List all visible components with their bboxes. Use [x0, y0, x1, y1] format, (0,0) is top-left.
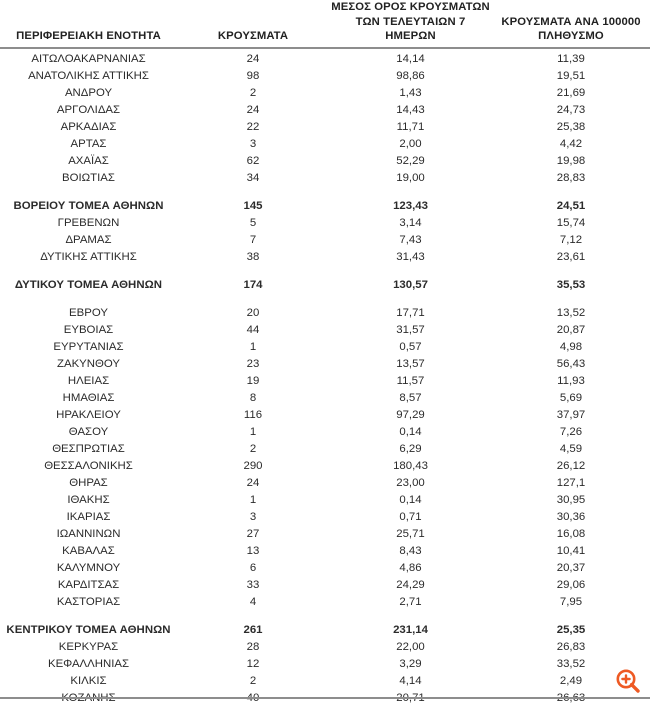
- cell-cases: 261: [243, 623, 263, 636]
- cell-cases-per-100000: 29,06: [556, 578, 586, 591]
- table-row: [0, 673, 650, 690]
- table-row: [0, 153, 650, 170]
- cell-cases-per-100000: 19,51: [556, 69, 586, 82]
- cell-avg-last-7-days: 3,29: [399, 657, 422, 670]
- cell-cases-per-100000: 11,39: [557, 52, 585, 65]
- table-row: [0, 277, 650, 294]
- table-row: [0, 232, 650, 249]
- cell-avg-last-7-days: 14,14: [396, 52, 425, 65]
- cell-cases: 174: [243, 278, 263, 291]
- column-header-region-line1: ΠΕΡΙΦΕΡΕΙΑΚΗ ΕΝΟΤΗΤΑ: [16, 30, 161, 42]
- cell-cases: 116: [243, 408, 263, 421]
- cell-region-name: ΑΝΑΤΟΛΙΚΗΣ ΑΤΤΙΚΗΣ: [28, 69, 149, 82]
- cell-avg-last-7-days: 31,57: [396, 323, 425, 336]
- cell-region-name: ΙΘΑΚΗΣ: [67, 493, 110, 506]
- table-row: [0, 215, 650, 232]
- spacer-cell: [0, 611, 650, 622]
- cell-avg-last-7-days: 4,14: [399, 674, 422, 687]
- cell-avg-last-7-days: 0,14: [399, 493, 422, 506]
- cell-cases: 290: [243, 459, 263, 472]
- table-row: [0, 119, 650, 136]
- column-header-cases: [177, 0, 329, 48]
- table-header: [0, 0, 650, 48]
- cell-region-name: ΚΙΛΚΙΣ: [70, 674, 107, 687]
- cell-cases-per-100000: 24,51: [556, 199, 586, 212]
- cell-cases-per-100000: 56,43: [556, 357, 586, 370]
- cell-cases-per-100000: 2,49: [559, 674, 583, 687]
- cell-cases: 1: [249, 340, 257, 353]
- table-row: [0, 390, 650, 407]
- cell-cases: 1: [249, 493, 257, 506]
- cell-cases: 13: [246, 544, 260, 557]
- cell-cases-per-100000: 15,74: [556, 216, 586, 229]
- cell-cases: 27: [246, 527, 260, 540]
- cell-cases-per-100000: 5,69: [559, 391, 583, 404]
- table-row: [0, 249, 650, 266]
- cell-region-name: ΘΗΡΑΣ: [69, 476, 108, 489]
- cell-avg-last-7-days: 13,57: [396, 357, 425, 370]
- column-header-avg7-line3: ΗΜΕΡΩΝ: [385, 30, 436, 42]
- cell-avg-last-7-days: 2,00: [399, 137, 422, 150]
- cell-cases-per-100000: 4,42: [559, 137, 583, 150]
- cell-cases: 19: [246, 374, 260, 387]
- cell-region-name: ΑΡΓΟΛΙΔΑΣ: [56, 103, 121, 116]
- cell-cases-per-100000: 20,87: [556, 323, 586, 336]
- cell-region-name: ΔΡΑΜΑΣ: [65, 233, 112, 246]
- cell-cases-per-100000: 7,26: [559, 425, 583, 438]
- cell-cases-per-100000: 37,97: [556, 408, 586, 421]
- cell-cases: 28: [246, 640, 260, 653]
- cell-region-name: ΚΑΒΑΛΑΣ: [62, 544, 115, 557]
- table-row: [0, 198, 650, 215]
- cell-avg-last-7-days: 1,43: [399, 86, 422, 99]
- cell-region-name: ΔΥΤΙΚΟΥ ΤΟΜΕΑ ΑΘΗΝΩΝ: [14, 278, 163, 291]
- cell-cases-per-100000: 19,98: [556, 154, 586, 167]
- cell-cases-per-100000: 4,98: [559, 340, 583, 353]
- cell-cases: 2: [249, 674, 257, 687]
- column-header-avg7: [329, 0, 492, 48]
- cell-avg-last-7-days: 31,43: [396, 250, 425, 263]
- cell-cases: 2: [249, 442, 257, 455]
- cell-avg-last-7-days: 14,43: [396, 103, 425, 116]
- cell-avg-last-7-days: 2,71: [399, 595, 422, 608]
- cell-region-name: ΒΟΡΕΙΟΥ ΤΟΜΕΑ ΑΘΗΝΩΝ: [13, 199, 164, 212]
- cell-cases: 1: [249, 425, 257, 438]
- cell-cases: 38: [246, 250, 260, 263]
- cell-region-name: ΘΕΣΣΑΛΟΝΙΚΗΣ: [44, 459, 133, 472]
- table-row: [0, 85, 650, 102]
- table-row: [0, 577, 650, 594]
- table-row: [0, 136, 650, 153]
- cell-cases-per-100000: 4,59: [559, 442, 583, 455]
- cell-region-name: ΒΟΙΩΤΙΑΣ: [62, 171, 115, 184]
- table-row: [0, 339, 650, 356]
- table-row: [0, 622, 650, 639]
- cell-cases-per-100000: 16,08: [556, 527, 586, 540]
- cell-avg-last-7-days: 22,00: [396, 640, 425, 653]
- table-row: [0, 543, 650, 560]
- cell-cases-per-100000: 20,37: [556, 561, 586, 574]
- cell-avg-last-7-days: 11,71: [396, 120, 425, 133]
- cell-avg-last-7-days: 6,29: [399, 442, 422, 455]
- cell-region-name: ΚΑΡΔΙΤΣΑΣ: [57, 578, 120, 591]
- table-row: [0, 407, 650, 424]
- table-row: [0, 458, 650, 475]
- table-row: [0, 594, 650, 611]
- table-row: [0, 475, 650, 492]
- cell-cases: 5: [249, 216, 257, 229]
- cell-cases-per-100000: 23,61: [556, 250, 586, 263]
- cell-region-name: ΕΥΒΟΙΑΣ: [63, 323, 114, 336]
- table-bottom-rule: [0, 697, 650, 699]
- table-row: [0, 424, 650, 441]
- cell-cases-per-100000: 21,69: [556, 86, 586, 99]
- cell-avg-last-7-days: 97,29: [396, 408, 425, 421]
- cell-region-name: ΗΛΕΙΑΣ: [67, 374, 110, 387]
- table-spacer-row: [0, 611, 650, 622]
- cell-region-name: ΕΥΡΥΤΑΝΙΑΣ: [53, 340, 124, 353]
- cell-region-name: ΘΕΣΠΡΩΤΙΑΣ: [52, 442, 125, 455]
- cell-region-name: ΓΡΕΒΕΝΩΝ: [57, 216, 120, 229]
- cell-cases-per-100000: 10,41: [556, 544, 586, 557]
- cell-avg-last-7-days: 0,14: [399, 425, 422, 438]
- column-header-per100k-line1: ΚΡΟΥΣΜΑΤΑ ΑΝΑ 100000: [501, 15, 641, 28]
- cell-cases: 22: [246, 120, 260, 133]
- cell-cases: 2: [249, 86, 257, 99]
- cell-cases: 8: [249, 391, 257, 404]
- cell-avg-last-7-days: 52,29: [396, 154, 425, 167]
- table-spacer-row: [0, 187, 650, 198]
- cell-cases: 33: [246, 578, 260, 591]
- table-row: [0, 492, 650, 509]
- column-header-avg7-line2: ΤΩΝ ΤΕΛΕΥΤΑΙΩΝ 7: [355, 15, 466, 28]
- table-row: [0, 322, 650, 339]
- cell-avg-last-7-days: 17,71: [396, 306, 425, 319]
- cell-cases: 98: [246, 69, 260, 82]
- column-header-region: [0, 0, 177, 48]
- cell-cases: 24: [246, 103, 260, 116]
- cell-region-name: ΑΧΑΪΑΣ: [68, 154, 109, 167]
- cell-cases-per-100000: 7,95: [559, 595, 583, 608]
- table-row: [0, 639, 650, 656]
- cell-region-name: ΖΑΚΥΝΘΟΥ: [57, 357, 120, 370]
- cell-cases-per-100000: 30,36: [556, 510, 586, 523]
- cell-cases: 3: [249, 510, 257, 523]
- cell-cases: 23: [246, 357, 260, 370]
- cell-cases: 12: [246, 657, 260, 670]
- cell-cases: 145: [243, 199, 263, 212]
- table-row: [0, 68, 650, 85]
- table-row: [0, 373, 650, 390]
- table-row: [0, 656, 650, 673]
- cell-region-name: ΗΜΑΘΙΑΣ: [62, 391, 115, 404]
- cell-cases-per-100000: 7,12: [559, 233, 583, 246]
- cell-region-name: ΚΑΣΤΟΡΙΑΣ: [56, 595, 121, 608]
- cell-region-name: ΙΩΑΝΝΙΝΩΝ: [56, 527, 121, 540]
- table-spacer-row: [0, 266, 650, 277]
- cell-cases: 20: [246, 306, 260, 319]
- column-header-per100k-line2: ΠΛΗΘΥΣΜΟ: [538, 30, 604, 42]
- cell-cases-per-100000: 26,83: [556, 640, 586, 653]
- table-row: [0, 526, 650, 543]
- cell-region-name: ΑΝΔΡΟΥ: [64, 86, 113, 99]
- cell-region-name: ΙΚΑΡΙΑΣ: [66, 510, 111, 523]
- cell-cases-per-100000: 24,73: [556, 103, 586, 116]
- cell-region-name: ΚΕΦΑΛΛΗΝΙΑΣ: [47, 657, 130, 670]
- cell-region-name: ΘΑΣΟΥ: [68, 425, 109, 438]
- cell-avg-last-7-days: 3,14: [399, 216, 422, 229]
- cell-avg-last-7-days: 25,71: [396, 527, 425, 540]
- cell-avg-last-7-days: 123,43: [393, 199, 428, 212]
- cell-region-name: ΚΕΝΤΡΙΚΟΥ ΤΟΜΕΑ ΑΘΗΝΩΝ: [6, 623, 171, 636]
- cell-avg-last-7-days: 23,00: [396, 476, 425, 489]
- cell-region-name: ΚΑΛΥΜΝΟΥ: [56, 561, 121, 574]
- cell-cases: 34: [246, 171, 260, 184]
- cell-avg-last-7-days: 19,00: [396, 171, 425, 184]
- cell-cases: 3: [249, 137, 257, 150]
- cell-avg-last-7-days: 0,71: [399, 510, 422, 523]
- cell-avg-last-7-days: 231,14: [393, 623, 428, 636]
- cell-cases-per-100000: 127,1: [556, 476, 586, 489]
- cell-region-name: ΑΙΤΩΛΟΑΚΑΡΝΑΝΙΑΣ: [31, 52, 146, 65]
- cell-avg-last-7-days: 4,86: [399, 561, 422, 574]
- cell-region-name: ΕΒΡΟΥ: [69, 306, 108, 319]
- table-row: [0, 305, 650, 322]
- table-row: [0, 509, 650, 526]
- spacer-cell: [0, 294, 650, 305]
- table-body: [0, 48, 650, 707]
- cell-cases-per-100000: 28,83: [556, 171, 586, 184]
- cell-avg-last-7-days: 24,29: [396, 578, 425, 591]
- cell-avg-last-7-days: 180,43: [393, 459, 428, 472]
- table-row: [0, 441, 650, 458]
- cell-avg-last-7-days: 7,43: [399, 233, 422, 246]
- cell-avg-last-7-days: 0,57: [399, 340, 422, 353]
- cell-avg-last-7-days: 130,57: [393, 278, 428, 291]
- cell-cases-per-100000: 26,12: [556, 459, 586, 472]
- table-row: [0, 170, 650, 187]
- zoom-in-magnifier-icon[interactable]: [615, 668, 641, 694]
- cell-region-name: ΑΡΤΑΣ: [70, 137, 107, 150]
- cell-cases-per-100000: 30,95: [556, 493, 586, 506]
- cell-cases: 24: [246, 52, 260, 65]
- column-header-per100k: [492, 0, 650, 48]
- table-row: [0, 356, 650, 373]
- cell-cases-per-100000: 35,53: [556, 278, 586, 291]
- spacer-cell: [0, 187, 650, 198]
- cell-cases: 62: [246, 154, 260, 167]
- cell-avg-last-7-days: 11,57: [396, 374, 425, 387]
- cell-region-name: ΑΡΚΑΔΙΑΣ: [60, 120, 117, 133]
- cell-avg-last-7-days: 8,43: [399, 544, 422, 557]
- cell-cases-per-100000: 13,52: [556, 306, 586, 319]
- cell-region-name: ΗΡΑΚΛΕΙΟΥ: [56, 408, 121, 421]
- column-header-avg7-line1: ΜΕΣΟΣ ΟΡΟΣ ΚΡΟΥΣΜΑΤΩΝ: [331, 1, 490, 13]
- cell-cases: 24: [246, 476, 260, 489]
- cell-cases-per-100000: 25,35: [556, 623, 586, 636]
- cell-cases: 4: [249, 595, 257, 608]
- cell-cases: 7: [249, 233, 257, 246]
- table-row: [0, 102, 650, 119]
- cell-region-name: ΔΥΤΙΚΗΣ ΑΤΤΙΚΗΣ: [40, 250, 137, 263]
- cell-cases: 44: [246, 323, 260, 336]
- cell-avg-last-7-days: 98,86: [396, 69, 425, 82]
- table-spacer-row: [0, 294, 650, 305]
- spacer-cell: [0, 266, 650, 277]
- table-row: [0, 560, 650, 577]
- cell-avg-last-7-days: 8,57: [399, 391, 422, 404]
- cell-cases-per-100000: 11,93: [557, 374, 585, 387]
- cell-region-name: ΚΕΡΚΥΡΑΣ: [58, 640, 119, 653]
- table-row: [0, 48, 650, 68]
- cell-cases-per-100000: 33,52: [556, 657, 586, 670]
- column-header-cases-line1: ΚΡΟΥΣΜΑΤΑ: [217, 30, 289, 42]
- cell-cases-per-100000: 25,38: [556, 120, 586, 133]
- cell-cases: 6: [249, 561, 257, 574]
